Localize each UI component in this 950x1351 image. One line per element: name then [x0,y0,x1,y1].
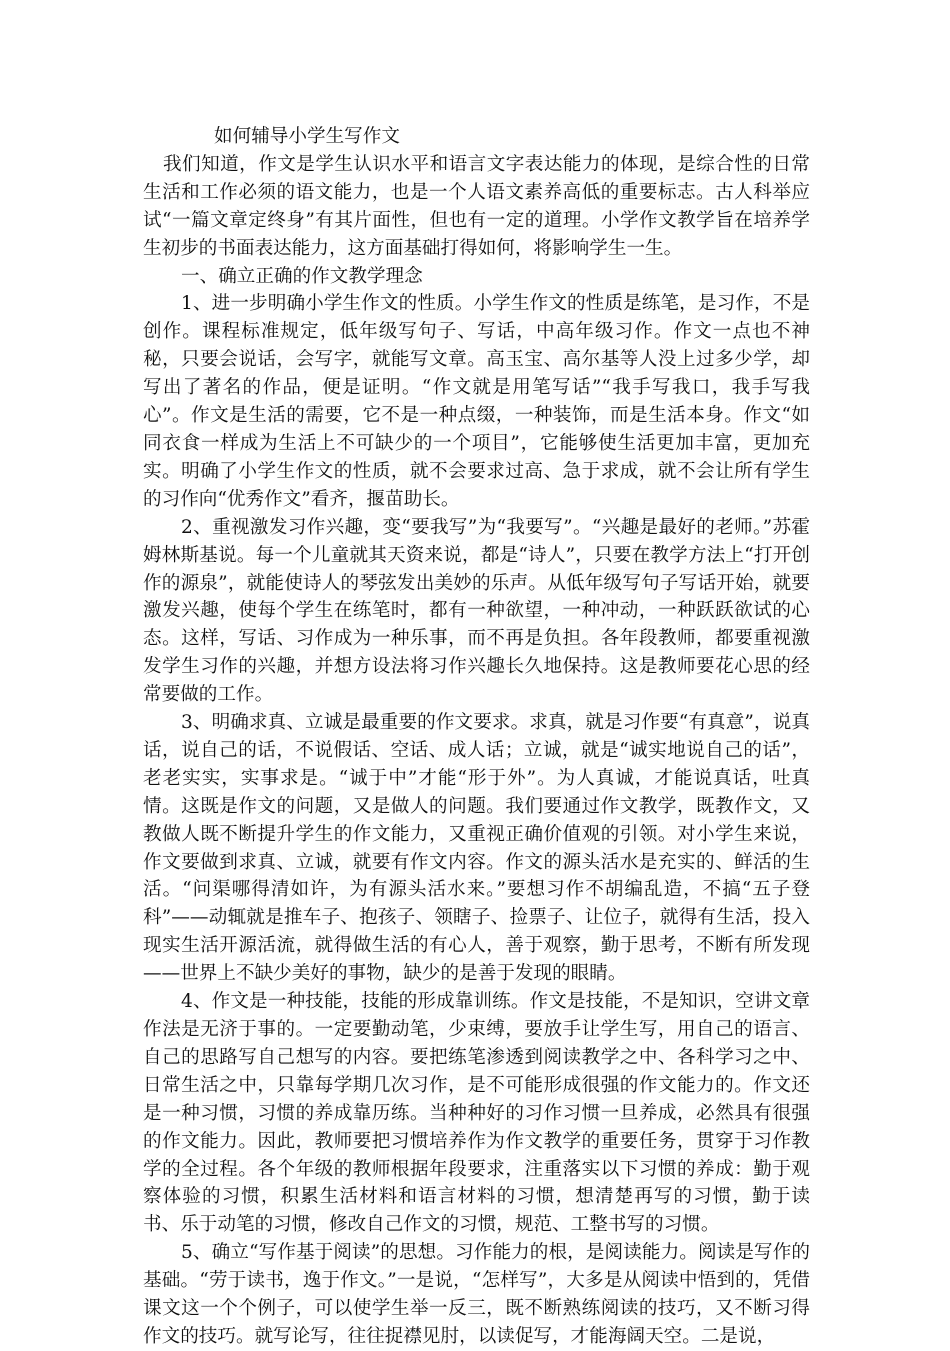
paragraph-intro: 我们知道，作文是学生认识水平和语言文字表达能力的体现，是综合性的日常生活和工作必须的语文能力，也是一个人语文素养高低的重要标志。古人科举应试“一篇文章定终身”有其片面性，但也有一定的道理。小学作文教学旨在培养学生初步的书面表达能力，这方面基础打得如何，将影响学生一生。 [143,153,810,259]
document-title: 如何辅导小学生写作文 [214,126,400,147]
paragraph-point-1: 1、进一步明确小学生作文的性质。小学生作文的性质是练笔，是习作，不是创作。课程标准规定，低年级写句子、写话，中高年级习作。作文一点也不神秘，只要会说话，会写字，就能写文章。高玉宝、高尔基等人没上过多少学，却写出了著名的作品，便是证明。“作文就是用笔写话”“我手写我口，我手写我心”。作文是生活的需要，它不是一种点缀，一种装饰，而是生活本身。作文“如同衣食一样成为生活上不可缺少的一个项目”，它能够使生活更加丰富，更加充实。明确了小学生作文的性质，就不会要求过高、急于求成，就不会让所有学生的习作向“优秀作文”看齐，揠苗助长。 [143,293,810,510]
paragraph-point-5: 5、确立“写作基于阅读”的思想。习作能力的根，是阅读能力。阅读是写作的基础。“劳于读书，逸于作文。”一是说，“怎样写”，大多是从阅读中悟到的，凭借课文这一个个例子，可以使学生举一反三，既不断熟练阅读的技巧，又不断习得作文的技巧。就写论写，往往捉襟见肘，以读促写，才能海阔天空。二是说， [143,1242,810,1347]
paragraph-point-4: 4、作文是一种技能，技能的形成靠训练。作文是技能，不是知识，空讲文章作法是无济于事的。一定要勤动笔，少束缚，要放手让学生写，用自己的语言、自己的思路写自己想写的内容。要把练笔渗透到阅读教学之中、各科学习之中、日常生活之中，只靠每学期几次习作，是不可能形成很强的作文能力的。作文还是一种习惯，习惯的养成靠历练。当种种好的习作习惯一旦养成，必然具有很强的作文能力。因此，教师要把习惯培养作为作文教学的重要任务，贯穿于习作教学的全过程。各个年级的教师根据年段要求，注重落实以下习惯的养成：勤于观察体验的习惯，积累生活材料和语言材料的习惯，想清楚再写的习惯，勤于读书、乐于动笔的习惯，修改自己作文的习惯，规范、工整书写的习惯。 [143,991,810,1236]
document-page [143,123,810,1351]
paragraph-point-2: 2、重视激发习作兴趣，变“要我写”为“我要写”。“兴趣是最好的老师。”苏霍姆林斯基说。每一个儿童就其天资来说，都是“诗人”，只要在教学方法上“打开创作的源泉”，就能使诗人的琴弦发出美妙的乐声。从低年级写句子写话开始，就要激发兴趣，使每个学生在练笔时，都有一种欲望，一种冲动，一种跃跃欲试的心态。这样，写话、习作成为一种乐事，而不再是负担。各年段教师，都要重视激发学生习作的兴趣，并想方设法将习作兴趣长久地保持。这是教师要花心思的经常要做的工作。 [143,516,810,706]
paragraph-point-3: 3、明确求真、立诚是最重要的作文要求。求真，就是习作要“有真意”，说真话，说自己的话，不说假话、空话、成人话；立诚，就是“诚实地说自己的话”，老老实实，实事求是。“诚于中”才能“形于外”。为人真诚，才能说真话，吐真情。这既是作文的问题，又是做人的问题。我们要通过作文教学，既教作文，又教做人既不断提升学生的作文能力，又重视正确价值观的引领。对小学生来说，作文要做到求真、立诚，就要有作文内容。作文的源头活水是充实的、鲜活的生活。“问渠哪得清如许，为有源头活水来。”要想习作不胡编乱造，不搞“五子登科”——动辄就是推车子、抱孩子、领瞎子、捡票子、让位子，就得有生活，投入现实生活开源活流，就得做生活的有心人，善于观察，勤于思考，不断有所发现——世界上不缺少美好的事物，缺少的是善于发现的眼睛。 [143,712,810,985]
section-heading: 一、确立正确的作文教学理念 [181,265,423,287]
